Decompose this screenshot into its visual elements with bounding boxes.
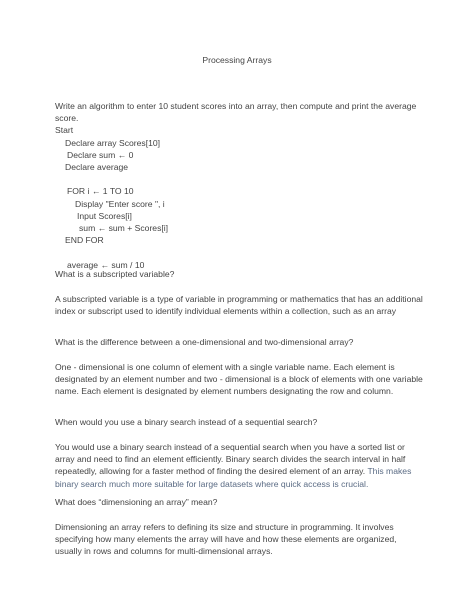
algo-start: Start [55, 125, 74, 136]
algo-declare-average: Declare average [65, 162, 129, 172]
algo-sum-line: sum ← sum + Scores[i] [79, 223, 169, 234]
algo-declare-array: Declare array Scores[10] [65, 137, 161, 148]
algo-end-for: END FOR [65, 235, 104, 246]
answer-block-4 [55, 521, 425, 558]
answer-binary-search-tail: This makes binary search much more suitable for large datasets where quick access is crucial. [55, 466, 412, 489]
algo-declare-sum: Declare sum ← 0 [67, 149, 134, 160]
answer-block-2 [55, 361, 425, 398]
question-array-dimensions: What is the difference between a one-dimensional and two-dimensional array? [55, 337, 354, 347]
algo-for-line: FOR i ← 1 TO 10 [67, 186, 134, 197]
algorithm-prompt: Write an algorithm to enter 10 student scores into an array, then compute and print the average score. [55, 101, 417, 124]
answer-dimensioning: Dimensioning an array refers to defining its size and structure in programming. It involves specifying how many elements the array will have and how these elements are organized, usually in rows and columns for multi-dimensional arrays. [55, 522, 397, 557]
answer-binary-search [55, 441, 425, 490]
answer-subscripted-variable: A subscripted variable is a type of variable in programming or mathematics that has an additional index or subscript used to identify individual elements within a collection, such as an array [55, 294, 423, 317]
answer-block-1 [55, 293, 425, 317]
algo-blank-line-2 [55, 246, 425, 258]
question-binary-search: When would you use a binary search instead of a sequential search? [55, 417, 318, 427]
question-dimensioning: What does “dimensioning an array” mean? [55, 497, 218, 507]
answer-array-dimensions: One - dimensional is one column of element with a single variable name. Each element is designated by an element number and two - dimensional is a block of elements with one variable name. Each element is designated by element numbers designating the row and column. [55, 362, 423, 397]
qa-block-4 [55, 496, 425, 508]
qa-block-1 [55, 268, 425, 280]
algo-average-line: average ← sum / 10 [67, 259, 145, 270]
qa-block-2 [55, 336, 425, 348]
algorithm-block [55, 124, 425, 270]
document-title: Processing Arrays [202, 55, 272, 65]
algo-input-line: Input Scores[i] [77, 210, 132, 221]
algo-display-line: Display "Enter score ", i [75, 198, 165, 209]
qa-block-3 [55, 416, 425, 428]
answer-binary-search-main: You would use a binary search instead of a sequential search when you have a sorted list or array and need to find an element efficiently. Binary search divides the search interval in half repeatedly, allowing for a faster method of finding the desired element of an array. [55, 442, 406, 477]
algo-blank-line [55, 173, 425, 185]
answer-block-3 [55, 441, 425, 490]
intro-block [55, 100, 425, 124]
question-subscripted-variable: What is a subscripted variable? [55, 269, 175, 279]
